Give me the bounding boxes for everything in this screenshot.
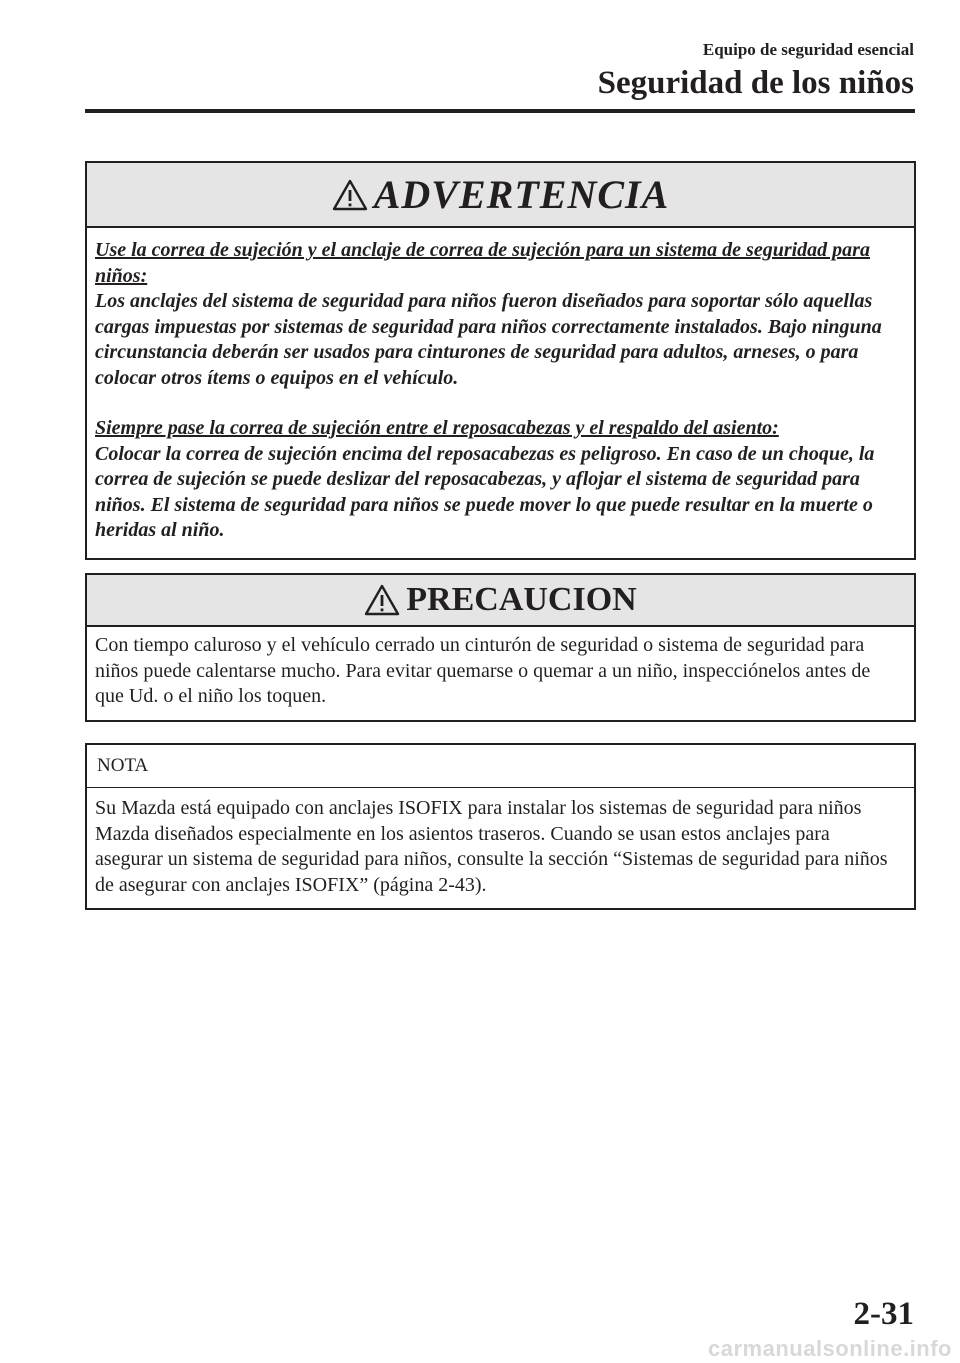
chapter-title: Seguridad de los niños — [597, 65, 914, 101]
caution-text: Con tiempo caluroso y el vehículo cerrado un cinturón de seguridad o sistema de seguridad para niños puede calentarse mucho. Para evitar quemarse o quemar a un niño, inspecciónelos antes de que Ud. o el niño los toquen. — [95, 634, 871, 707]
warning-body — [87, 228, 914, 558]
warning-heading-1: Use la correa de sujeción y el anclaje de correa de sujeción para un sistema de seguridad para niños: — [95, 239, 870, 287]
section-title: Equipo de seguridad esencial — [702, 40, 914, 59]
note-title: NOTA — [87, 745, 914, 788]
watermark-logo: carmanualsonline.info — [708, 1336, 952, 1361]
warning-header — [87, 163, 914, 228]
caution-title: PRECAUCION — [406, 581, 637, 618]
page-number: 2-31 — [853, 1296, 914, 1332]
note-text: Su Mazda está equipado con anclajes ISOFIX para instalar los sistemas de seguridad para niños Mazda diseñados especialmente en los asientos traseros. Cuando se usan estos anclajes para asegurar un sistema de seguridad para niños, consulte la sección “Sistemas de seguridad para niños de asegurar con anclajes ISOFIX” (página 2-43). — [95, 797, 888, 896]
warning-heading-2: Siempre pase la correa de sujeción entre el reposacabezas y el respaldo del asiento: — [95, 417, 779, 439]
caution-header — [87, 575, 914, 627]
warning-triangle-icon — [332, 179, 368, 211]
caution-triangle-icon — [364, 584, 400, 616]
header-divider — [85, 109, 915, 113]
warning-text-2: Colocar la correa de sujeción encima del reposacabezas es peligroso. En caso de un choque, la correa de sujeción se puede deslizar del reposacabezas, y aflojar el sistema de seguridad para niños. El sistema de seguridad para niños se puede mover lo que puede resultar en la muerte o heridas al niño. — [95, 442, 875, 541]
warning-title: ADVERTENCIA — [373, 172, 670, 217]
caution-box — [85, 573, 916, 722]
page-header — [598, 40, 914, 102]
warning-box — [85, 161, 916, 560]
warning-text-1: Los anclajes del sistema de seguridad para niños fueron diseñados para soportar sólo aquellas cargas impuestas por sistemas de seguridad para niños correctamente instalados. Bajo ninguna circunstancia deberán ser usados para cinturones de seguridad para adultos, arneses, o para colocar otros ítems o equipos en el vehículo. — [95, 290, 882, 389]
note-box — [85, 743, 916, 910]
